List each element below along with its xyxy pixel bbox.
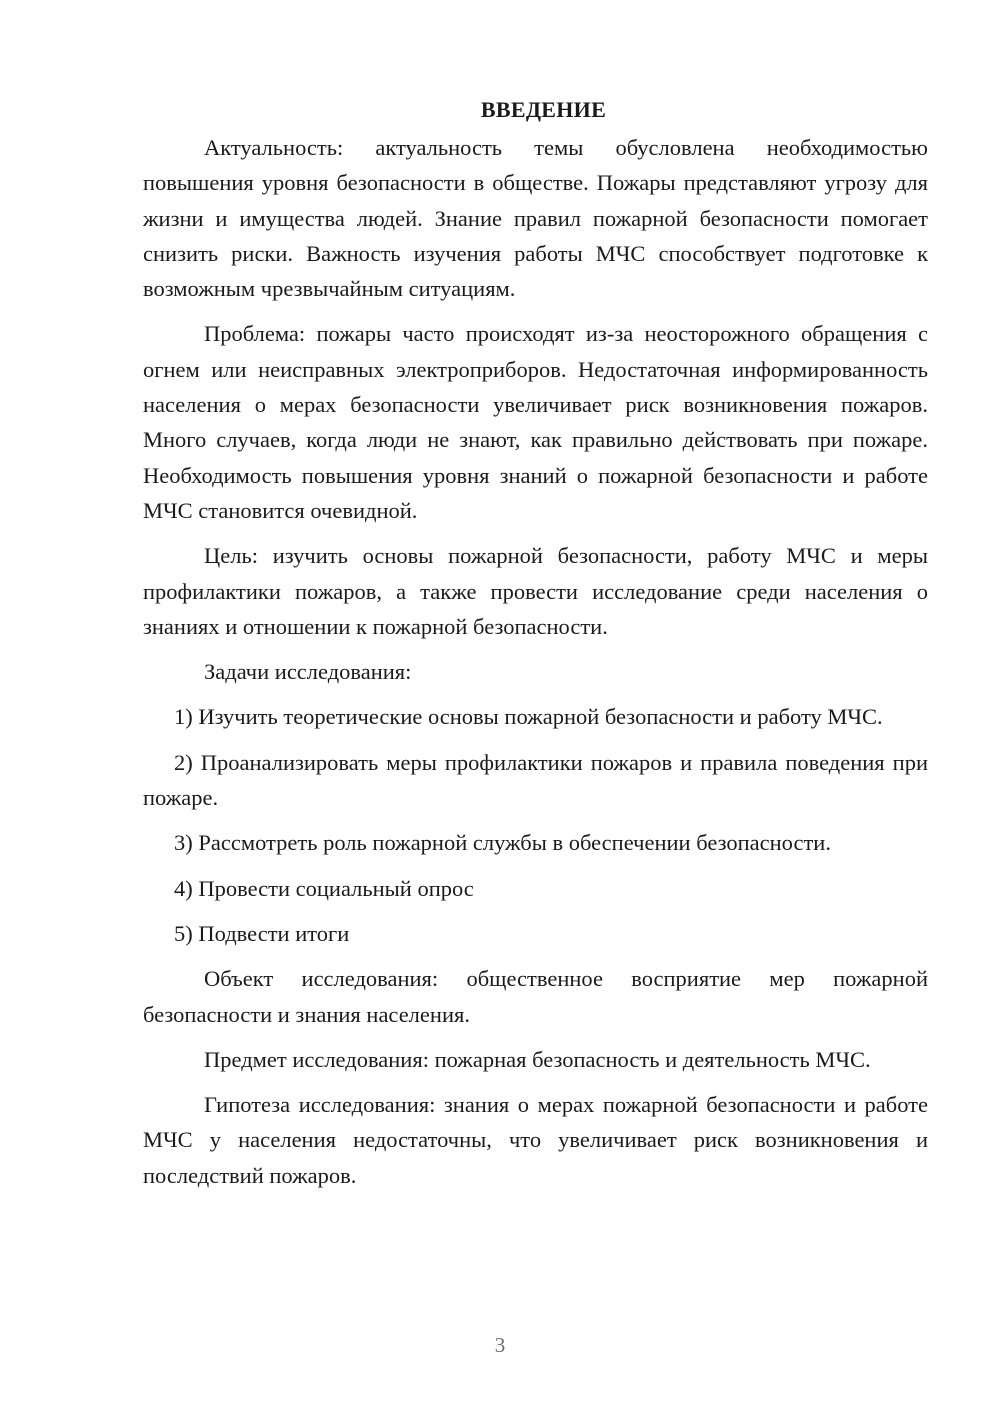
paragraph-hypothesis: Гипотеза исследования: знания о мерах пожарной безопасности и работе МЧС у населения недостаточны, что увеличивает риск возникновения и последствий пожаров. <box>143 1092 928 1188</box>
paragraph-problem: Проблема: пожары часто происходят из-за неосторожного обращения с огнем или неисправных электроприборов. Недостаточная информированность населения о мерах безопасности увеличивает риск возникновения пожаров. Много случаев, когда люди не знают, как правильно действовать при пожаре. Необходимость повышения уровня знаний о пожарной безопасности и работе МЧС становится очевидной. <box>143 321 928 523</box>
paragraph-relevance: Актуальность: актуальность темы обусловлена необходимостью повышения уровня безопасности в обществе. Пожары представляют угрозу для жизни и имущества людей. Знание правил пожарной безопасности помогает снизить риски. Важность изучения работы МЧС способствует подготовке к возможным чрезвычайным ситуациям. <box>143 135 928 302</box>
task-item-3: 3) Рассмотреть роль пожарной службы в обеспечении безопасности. <box>174 830 831 856</box>
task-item-1: 1) Изучить теоретические основы пожарной безопасности и работу МЧС. <box>174 704 883 730</box>
paragraph-goal: Цель: изучить основы пожарной безопасности, работу МЧС и меры профилактики пожаров, а также провести исследование среди населения о знаниях и отношении к пожарной безопасности. <box>143 543 928 639</box>
task-item-5: 5) Подвести итоги <box>174 920 350 946</box>
page-number: 3 <box>494 1333 506 1357</box>
paragraph-object: Объект исследования: общественное восприятие мер пожарной безопасности и знания населения. <box>143 966 928 1027</box>
task-item-4: 4) Провести социальный опрос <box>174 875 474 901</box>
task-item-2: 2) Проанализировать меры профилактики пожаров и правила поведения при пожаре. <box>143 749 928 811</box>
paragraph-subject: Предмет исследования: пожарная безопасность и деятельность МЧС. <box>204 1046 871 1072</box>
document-page <box>143 92 928 1193</box>
section-title: ВВЕДЕНИЕ <box>480 97 607 122</box>
tasks-heading: Задачи исследования: <box>204 659 412 685</box>
